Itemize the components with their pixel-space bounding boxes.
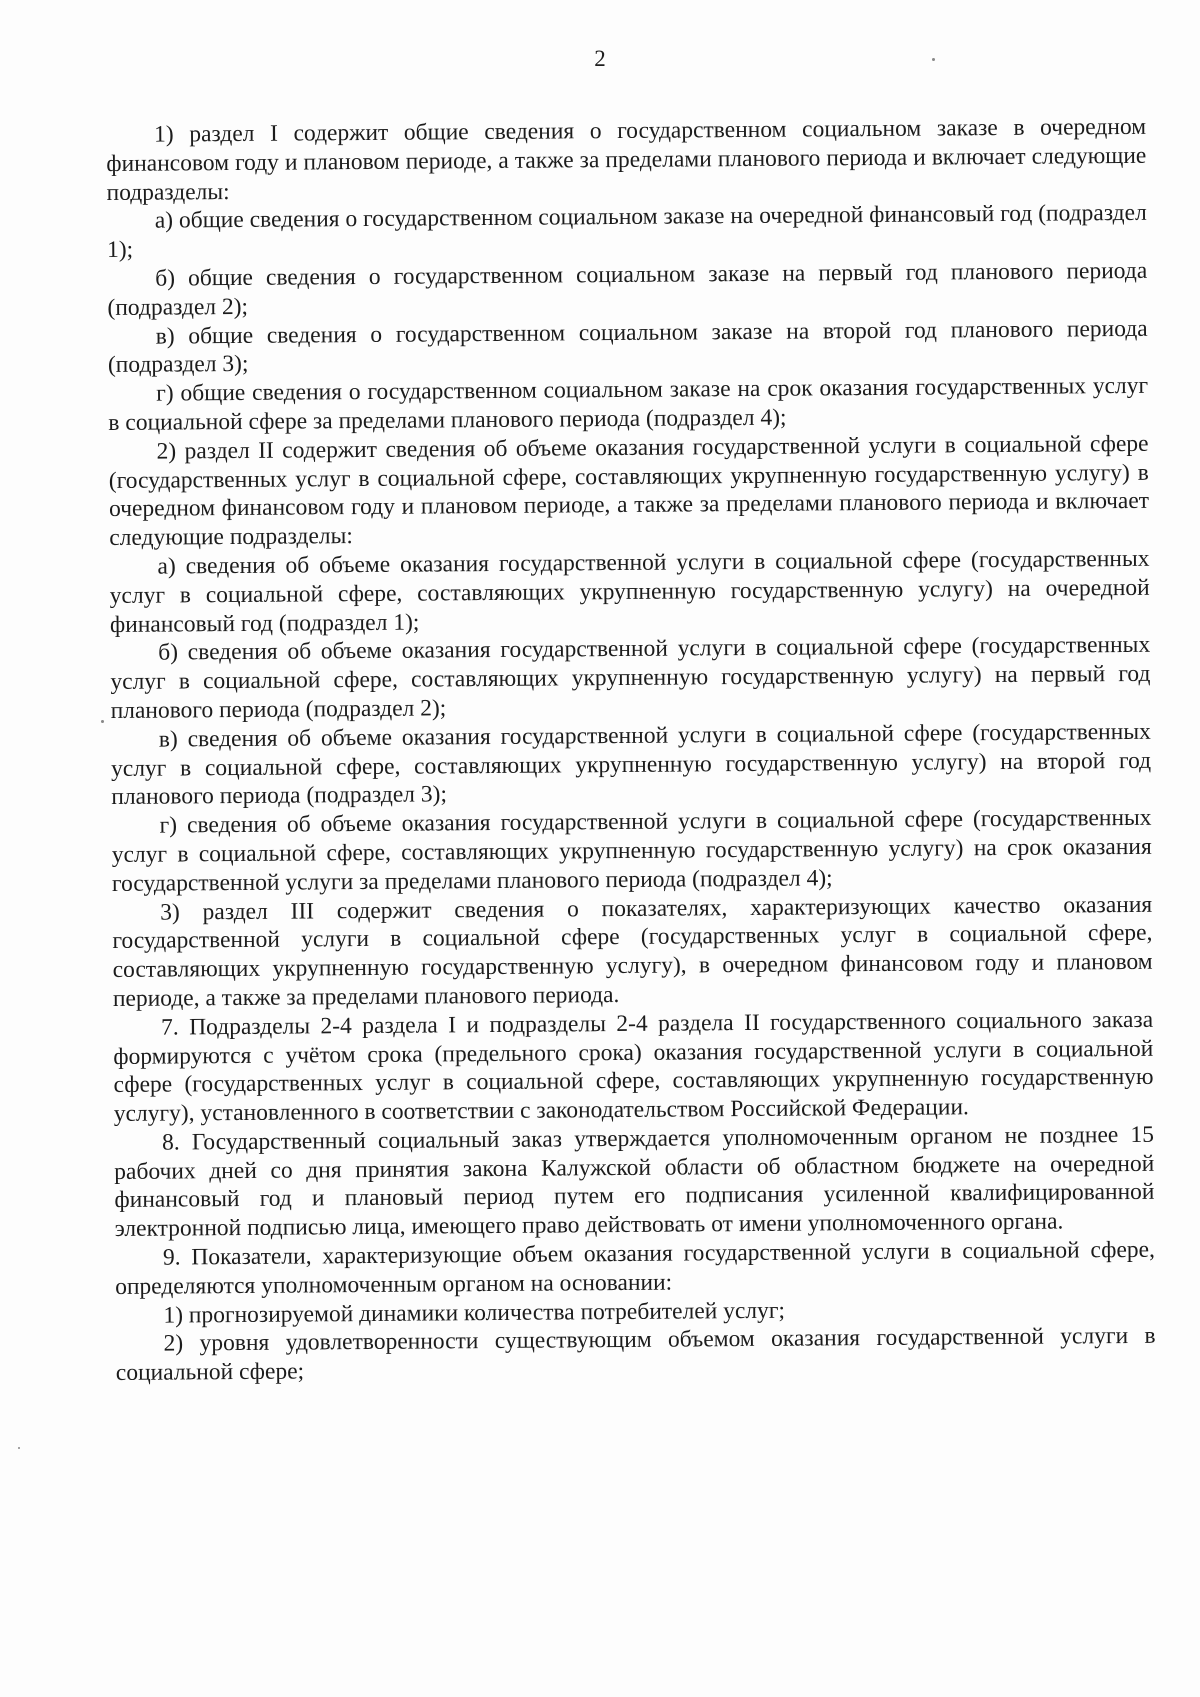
scan-speck xyxy=(18,1447,20,1449)
paragraph-clause-8: 8. Государственный социальный заказ утверждается уполномоченным органом не позднее 15 рабочих дней со дня принятия закона Калужской области об областном бюджете на очередной финансовый год и плановый период путем его подписания усиленной квалифицированной электронной подписью лица, имеющего право действовать от имени уполномоченного органа. xyxy=(114,1121,1155,1243)
scan-speck xyxy=(932,58,935,61)
paragraph-clause-9-item-1: 1) прогнозируемой динамики количества потребителей услуг; xyxy=(163,1297,786,1329)
paragraph-section-1: 1) раздел I содержит общие сведения о государственном социальном заказе в очередном финансовом году и плановом периоде, а также за пределами планового периода и включает следующие подразделы: xyxy=(106,113,1147,206)
paragraph-subsection-1a: а) общие сведения о государственном социальном заказе на очередной финансовый год (подраздел 1); xyxy=(106,200,1147,264)
paragraph-clause-7: 7. Подразделы 2-4 раздела I и подразделы 2-4 раздела II государственного социального заказа формируются с учётом срока (предельного срока) оказания государственной услуги в социальной сфере (государственных услуг в социальной сфере, составляющих укрупненную государственную услугу), установленного в соответствии с законодательством Российской Федерации. xyxy=(113,1006,1154,1128)
paragraph-subsection-1b: б) общие сведения о государственном социальном заказе на первый год планового периода (подраздел 2); xyxy=(107,257,1148,321)
paragraph-subsection-1c: в) общие сведения о государственном социальном заказе на второй год планового периода (подраздел 3); xyxy=(107,315,1148,379)
paragraph-clause-9-item-2: 2) уровня удовлетворенности существующим объемом оказания государственной услуги в социальной сфере; xyxy=(115,1323,1156,1387)
paragraph-subsection-2b: б) сведения об объеме оказания государственной услуги в социальной сфере (государственных услуг в социальной сфере, составляющих укрупненную государственную услугу) на первый год планового периода (подраздел 2); xyxy=(110,632,1151,724)
paragraph-clause-9: 9. Показатели, характеризующие объем оказания государственной услуги в социальной сфере, определяются уполномоченным органом на основании: xyxy=(115,1236,1156,1300)
document-body xyxy=(106,113,1156,1388)
paragraph-section-2: 2) раздел II содержит сведения об объеме оказания государственной услуги в социальной сфере (государственных услуг в социальной сфере, составляющих укрупненную государственную услугу) в очередном финансовом году и плановом периоде, а также за пределами планового периода и включает следующие подразделы: xyxy=(108,430,1150,552)
paragraph-subsection-2c: в) сведения об объеме оказания государственной услуги в социальной сфере (государственных услуг в социальной сфере, составляющих укрупненную государственную услугу) на второй год планового периода (подраздел 3); xyxy=(110,718,1152,811)
scan-speck xyxy=(101,720,104,723)
paragraph-subsection-2a: а) сведения об объеме оказания государственной услуги в социальной сфере (государственных услуг в социальной сфере, составляющих укрупненную государственную услугу) на очередной финансовый год (подраздел 1); xyxy=(109,545,1150,638)
paragraph-section-3: 3) раздел III содержит сведения о показателях, характеризующих качество оказания государственной услуги в социальной сфере (государственных услуг в социальной сфере, составляющих укрупненную государственную услугу), в очередном финансовом году и плановом периоде, а также за пределами планового периода. xyxy=(112,891,1153,1012)
page-number: 2 xyxy=(594,46,606,71)
paragraph-subsection-1d: г) общие сведения о государственном социальном заказе на срок оказания государственных услуг в социальной сфере за пределами планового периода (подраздел 4); xyxy=(108,372,1149,436)
paragraph-subsection-2d: г) сведения об объеме оказания государственной услуги в социальной сфере (государственных услуг в социальной сфере, составляющих укрупненную государственную услугу) на срок оказания государственной услуги за пределами планового периода (подраздел 4); xyxy=(111,804,1152,897)
